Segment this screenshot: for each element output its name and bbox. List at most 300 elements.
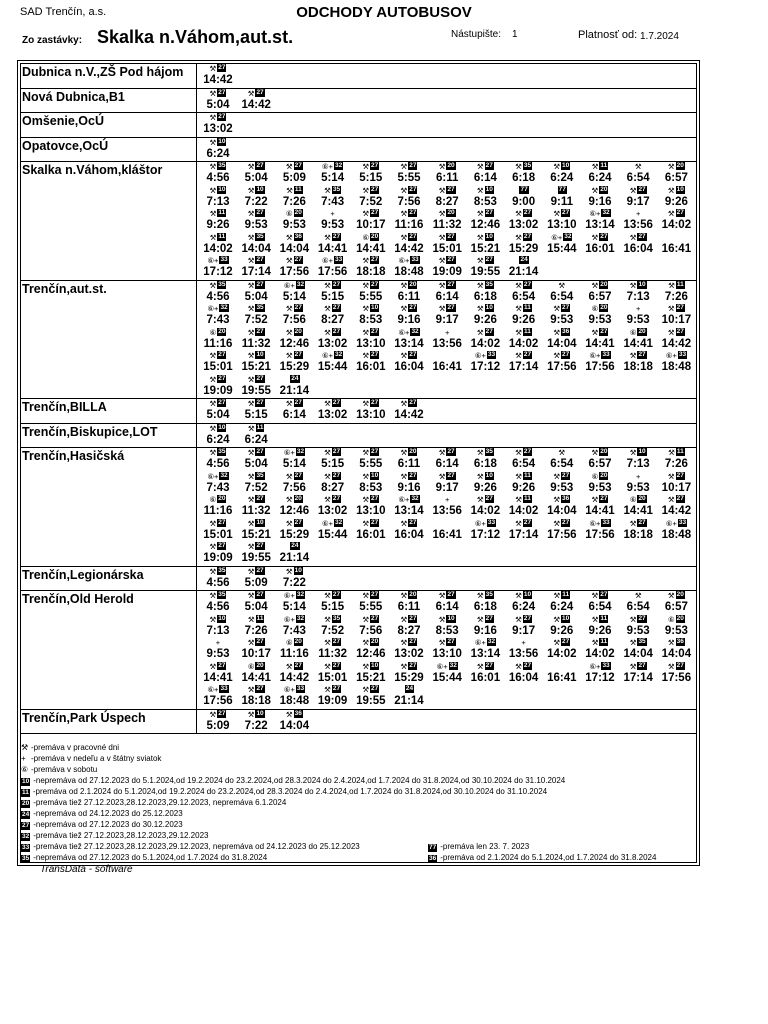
note-code: 27 <box>600 591 608 598</box>
note-code: 10 <box>218 185 226 193</box>
departure-line <box>199 615 696 639</box>
departure-time: 16:41 <box>432 528 462 541</box>
departure-time: 7:43 <box>282 624 306 637</box>
note-code: 35 <box>256 232 264 240</box>
departure-line <box>199 424 696 448</box>
legend-item <box>428 853 656 863</box>
note-code: 27 <box>371 399 379 406</box>
validity-symbol-icon: ⚒ <box>668 448 675 457</box>
note-code: 27 <box>294 399 302 406</box>
validity-symbol-icon: ⚒ <box>362 448 370 457</box>
validity-symbol-icon: ⚒ <box>324 661 331 671</box>
departure-time: 15:21 <box>356 671 386 684</box>
departure-line <box>199 89 696 113</box>
departure-time: 6:54 <box>550 290 574 303</box>
note-code: 10 <box>371 304 379 311</box>
departure-time: 6:18 <box>473 601 497 613</box>
validity-symbol-icon: ⚒ <box>324 304 331 313</box>
departure <box>654 304 698 327</box>
stop-row-name: Trenčín,Biskupice,LOT <box>21 424 197 448</box>
note-code: 27 <box>600 232 608 240</box>
validity-symbol-icon: ⚒ <box>362 495 370 504</box>
departure-time: 15:21 <box>470 242 501 255</box>
departure-time: 13:10 <box>356 409 386 421</box>
note-code: 20 <box>600 448 608 455</box>
note-code: 27 <box>523 614 532 622</box>
validity-symbol-icon: ⚒ <box>285 327 293 337</box>
validity-symbol-icon: ⚒ <box>285 661 293 671</box>
legend-text: -nepremáva od 27.12.2023 do 5.1.2024,od 19.2.2024 do 23.2.2024,od 28.3.2024 do 2.4.2024,od 1.7.2024 do 31.8.2024,od 30.10.2024 do 31.10.2024 <box>33 776 566 785</box>
note-code: 27 <box>447 638 455 645</box>
departure-time: 6:11 <box>397 458 421 470</box>
note-code: 27 <box>485 256 493 263</box>
validity-symbol-icon: ⑥ <box>209 327 217 337</box>
stop-row-name: Trenčín,BILLA <box>21 399 197 423</box>
departure-time: 5:15 <box>244 409 268 421</box>
note-code: 27 <box>218 88 226 96</box>
validity-symbol-icon: ⚒ <box>515 280 522 290</box>
validity-symbol-icon: ⚒ <box>209 448 217 457</box>
from-stop-label: Zo zastávky: <box>22 35 83 46</box>
note-code: 27 <box>371 448 379 455</box>
note-code: 33 <box>602 518 610 526</box>
departure <box>654 328 698 351</box>
departure-time: 11:16 <box>203 337 233 350</box>
note-code: 35 <box>523 162 532 169</box>
stop-name: Skalka n.Váhom,aut.st. <box>97 27 294 47</box>
departure-time: 14:04 <box>661 648 692 660</box>
validity-symbol-icon: ⚒ <box>591 185 599 195</box>
note-code: 11 <box>218 209 226 216</box>
departure <box>196 64 240 87</box>
note-code: 35 <box>218 280 226 288</box>
validity-symbol-icon: ⚒ <box>515 448 522 457</box>
validity-symbol-icon: ⚒ <box>476 327 484 337</box>
departure-time: 16:01 <box>356 361 386 373</box>
departure-time: 7:26 <box>664 290 688 303</box>
validity-symbol-icon: ⚒ <box>209 162 217 171</box>
departure-time: 14:42 <box>394 409 424 421</box>
validity-symbol-icon: ⚒ <box>515 614 522 624</box>
note-code: 35 <box>218 448 226 455</box>
validity-symbol-icon: ⚒ <box>591 232 599 242</box>
note-code: 27 <box>409 209 417 216</box>
legend-code: 27 <box>22 822 30 829</box>
validity-symbol-icon: ⚒ <box>515 591 522 600</box>
departure-notes <box>654 519 698 529</box>
departure-time: 6:14 <box>435 458 459 470</box>
stop-row-name: Omšenie,OcÚ <box>21 113 197 137</box>
departure <box>234 424 278 447</box>
validity-symbol-icon: + <box>635 471 641 481</box>
note-code: 27 <box>332 495 341 502</box>
departure-time: 16:04 <box>394 528 424 541</box>
departure-line <box>199 685 696 709</box>
note-code: 10 <box>294 566 302 574</box>
validity-symbol-icon: ⚒ <box>667 162 675 171</box>
validity-symbol-icon: ⑥+ <box>589 661 601 671</box>
validity-symbol-icon: ⑥+ <box>474 518 486 528</box>
departure-notes <box>654 591 698 601</box>
departure <box>654 186 698 209</box>
legend-item <box>21 754 161 763</box>
departures <box>199 281 696 399</box>
note-code: 32 <box>602 209 610 216</box>
validity-symbol-icon: ⚒ <box>247 88 255 98</box>
departure-time: 6:14 <box>435 601 459 613</box>
departure-time: 5:15 <box>321 458 345 470</box>
note-code: 20 <box>638 495 646 502</box>
validity-symbol-icon: ⚒ <box>362 351 370 360</box>
departure-time: 9:26 <box>588 624 612 637</box>
departure-time: 7:13 <box>626 458 650 470</box>
departure-notes <box>654 351 698 361</box>
validity-symbol-icon: ⚒ <box>438 280 446 290</box>
departure-time: 18:48 <box>661 361 692 373</box>
note-code: 20 <box>218 327 226 335</box>
note-code: 32 <box>564 232 572 240</box>
note-code: 27 <box>218 542 226 549</box>
departure-time: 17:56 <box>661 671 692 684</box>
legend-item <box>21 787 547 797</box>
legend-item <box>428 842 529 852</box>
validity-symbol-icon: ⚒ <box>515 495 523 504</box>
departure <box>196 138 240 161</box>
note-code: 27 <box>562 518 570 526</box>
validity-symbol-icon: ⚒ <box>668 280 675 290</box>
note-code: 32 <box>296 591 305 598</box>
note-code: 35 <box>332 185 341 193</box>
note-code: 27 <box>562 471 570 479</box>
stop-row-name: Trenčín,Park Úspech <box>21 710 197 734</box>
departure-time: 19:55 <box>470 266 501 278</box>
note-code: 10 <box>218 137 226 145</box>
departure-time: 18:48 <box>394 266 424 278</box>
departure <box>272 567 316 590</box>
note-code: 11 <box>524 327 531 335</box>
note-code: 10 <box>485 185 493 193</box>
validity-symbol-icon: ⑥+ <box>398 256 410 265</box>
departure-time: 13:02 <box>317 409 348 421</box>
departure-line <box>199 233 696 257</box>
note-code: 27 <box>294 304 302 311</box>
legend-text: -premáva v pracovné dni <box>31 743 120 752</box>
departure-time: 6:24 <box>512 601 536 613</box>
validity-symbol-icon: ⚒ <box>247 327 255 337</box>
stop-row <box>21 138 696 163</box>
departure-time: 9:53 <box>626 481 650 494</box>
note-code: 10 <box>447 614 455 622</box>
departure-time: 17:14 <box>241 266 271 278</box>
note-code: 27 <box>409 232 417 240</box>
validity-symbol-icon: ⚒ <box>400 518 408 528</box>
departure <box>654 162 698 185</box>
validity-symbol-icon: ⚒ <box>591 448 599 457</box>
departure-time: 17:14 <box>623 671 653 684</box>
departure-time: 6:54 <box>588 601 612 613</box>
note-code: 27 <box>409 162 417 169</box>
validity-symbol-icon: ⑥+ <box>321 351 334 360</box>
note-code: 27 <box>523 661 532 669</box>
stop-row <box>21 64 696 89</box>
note-code: 32 <box>487 638 496 645</box>
note-code: 10 <box>371 661 379 669</box>
departure-line <box>199 472 696 496</box>
stop-row <box>21 710 696 735</box>
validity-symbol-icon: ⚒ <box>553 614 561 624</box>
timetable <box>20 63 697 863</box>
validity-symbol-icon: ⚒ <box>285 399 293 408</box>
departure-time: 14:42 <box>394 242 424 255</box>
departure-time: 6:14 <box>282 409 306 421</box>
validity-symbol-icon: + <box>521 638 526 647</box>
validity-symbol-icon: ⚒ <box>476 256 484 265</box>
legend-code: 10 <box>22 778 30 785</box>
validity-symbol-icon: ⚒ <box>476 162 484 171</box>
note-code: 10 <box>562 614 570 622</box>
legend-text: -nepremáva od 27.12.2023 do 30.12.2023 <box>33 820 183 829</box>
departure-time: 5:14 <box>321 172 345 184</box>
departure-time: 15:44 <box>317 361 348 373</box>
validity-symbol-icon: ⚒ <box>324 185 331 195</box>
departure-time: 9:17 <box>512 624 536 637</box>
validity-symbol-icon: ⚒ <box>476 448 484 457</box>
footer-software: TransData - software <box>40 864 133 875</box>
note-code: 20 <box>676 614 684 622</box>
validity-symbol-icon: ⚒ <box>247 399 255 408</box>
departure-time: 5:14 <box>282 458 306 470</box>
validity-symbol-icon: ⚒ <box>476 185 484 195</box>
note-code: 27 <box>523 280 532 288</box>
validity-symbol-icon: ⑥+ <box>207 685 219 694</box>
note-code: 27 <box>409 185 417 193</box>
validity-value: 1.7.2024 <box>640 31 679 42</box>
note-code: 27 <box>371 518 379 526</box>
note-code: 27 <box>676 327 684 335</box>
validity-symbol-icon: ⚒ <box>515 518 522 528</box>
departure-time: 7:22 <box>244 195 268 208</box>
departure-time: 13:14 <box>394 337 424 350</box>
note-code: 33 <box>678 351 687 358</box>
departure-line <box>199 567 696 591</box>
departure-time: 7:52 <box>244 481 268 494</box>
departure-time: 7:56 <box>282 481 306 494</box>
departure-time: 5:14 <box>282 601 306 613</box>
validity-symbol-icon: ⚒ <box>362 304 370 313</box>
note-code: 27 <box>447 256 455 263</box>
note-code: 36 <box>562 327 570 335</box>
note-code: 27 <box>371 209 379 216</box>
departure-time: 5:15 <box>321 601 345 613</box>
note-code: 27 <box>332 280 341 288</box>
departure-time: 14:02 <box>585 648 615 660</box>
departure-notes <box>272 375 316 385</box>
note-code: 27 <box>409 518 417 526</box>
departure-time: 6:54 <box>550 458 574 470</box>
validity-symbol-icon: ⚒ <box>438 638 446 647</box>
note-code: 27 <box>371 280 379 288</box>
note-code: 20 <box>409 591 417 598</box>
note-code: 10 <box>218 423 226 431</box>
departure <box>654 638 698 661</box>
validity-symbol-icon: ⑥+ <box>207 471 219 481</box>
validity-symbol-icon: ⚒ <box>285 518 293 528</box>
departure-time: 13:10 <box>432 648 462 660</box>
legend-item <box>21 809 183 819</box>
stop-row <box>21 567 696 592</box>
validity-symbol-icon: ⚒ <box>438 162 446 171</box>
validity-symbol-icon: ⚒ <box>247 614 255 624</box>
departure <box>196 113 240 136</box>
departure-time: 9:26 <box>512 481 536 494</box>
note-code: 27 <box>332 661 341 669</box>
departure-time: 7:22 <box>282 576 306 589</box>
validity-symbol-icon: ⚒ <box>324 448 331 457</box>
validity-symbol-icon: ⚒ <box>515 661 522 671</box>
validity-symbol-icon: ⚒ <box>667 327 675 337</box>
validity-symbol-icon: ⚒ <box>553 327 561 337</box>
validity-symbol-icon: ⑥+ <box>589 209 601 218</box>
legend-code: 20 <box>22 800 30 807</box>
validity-symbol-icon: ⚒ <box>209 518 217 528</box>
stop-row-name: Opatovce,OcÚ <box>21 138 197 162</box>
note-code: 27 <box>409 304 417 311</box>
departure-time: 18:48 <box>661 528 692 541</box>
legend-text: -premáva tiež 27.12.2023,28.12.2023,29.12.2023, nepremáva 6.1.2024 <box>33 798 287 807</box>
legend-code: 32 <box>22 833 30 840</box>
departure-time: 10:17 <box>356 219 386 231</box>
validity-symbol-icon: ⚒ <box>362 685 370 694</box>
departure-time: 5:04 <box>206 409 230 421</box>
validity-symbol-icon: ⚒ <box>476 232 484 242</box>
departure-line <box>199 281 696 305</box>
stop-row-name: Trenčín,Hasičská <box>21 448 197 566</box>
departure-time: 14:02 <box>203 242 233 255</box>
departure-time: 9:26 <box>512 314 536 326</box>
departure-time: 15:29 <box>508 242 539 255</box>
departure <box>654 615 698 638</box>
note-code: 35 <box>332 614 341 622</box>
note-code: 27 <box>409 399 417 406</box>
validity-symbol-icon: ⚒ <box>400 351 408 360</box>
validity-symbol-icon: ⚒ <box>476 304 484 313</box>
validity-symbol-icon: ⚒ <box>209 566 217 576</box>
note-code: 27 <box>256 374 264 382</box>
departure <box>654 662 698 685</box>
departure-notes <box>654 662 698 672</box>
departure-time: 19:09 <box>432 266 462 278</box>
validity-symbol-icon: ⚒ <box>247 542 255 551</box>
legend-code: 35 <box>22 855 30 862</box>
departure-time: 19:55 <box>241 384 271 397</box>
note-code: 11 <box>524 304 531 311</box>
departure-line <box>199 495 696 519</box>
validity-symbol-icon: ⚒ <box>515 232 522 242</box>
departure-time: 14:42 <box>279 671 310 684</box>
departure-time: 6:11 <box>397 290 421 303</box>
validity-symbol-icon: ⚒ <box>515 304 523 313</box>
note-code: 27 <box>256 448 264 455</box>
note-code: 32 <box>335 162 343 169</box>
note-code: 20 <box>371 232 379 240</box>
validity-symbol-icon: + <box>635 304 641 313</box>
validity-symbol-icon: ⚒ <box>247 709 255 719</box>
departure-time: 13:02 <box>203 123 233 135</box>
note-code: 11 <box>600 638 608 645</box>
validity-symbol-icon: ⚒ <box>362 162 370 171</box>
departure-time: 13:14 <box>470 648 501 660</box>
validity-symbol-icon: ⑥+ <box>321 162 334 171</box>
departure-time: 13:14 <box>394 505 424 517</box>
departure <box>272 375 316 398</box>
departure-time: 5:09 <box>282 172 306 184</box>
departure-time: 7:43 <box>206 314 230 326</box>
departures <box>199 138 696 162</box>
validity-symbol-icon: ⑥+ <box>283 448 295 457</box>
validity-symbol-icon: ⚒ <box>324 685 331 694</box>
departure-time: 14:42 <box>203 74 233 86</box>
validity-symbol-icon: ⚒ <box>324 399 331 408</box>
departure <box>654 591 698 614</box>
note-code: 27 <box>638 661 646 669</box>
note-code: 27 <box>332 232 341 240</box>
validity-symbol-icon: ⑥ <box>285 209 293 218</box>
validity-symbol-icon: ⚒ <box>634 162 642 171</box>
departure-time: 8:53 <box>435 624 459 637</box>
departure-time: 11:32 <box>241 337 271 350</box>
note-code: 27 <box>294 471 302 479</box>
departure-time: 17:56 <box>203 695 233 707</box>
departure-time: 5:04 <box>244 172 268 184</box>
validity-symbol-icon: ⚒ <box>285 709 293 719</box>
note-code: 27 <box>676 304 684 311</box>
departure-time: 18:48 <box>279 695 310 707</box>
validity-symbol-icon: ⚒ <box>438 448 446 457</box>
validity-symbol-icon: ⚒ <box>667 638 675 647</box>
departure-time: 9:17 <box>435 314 459 326</box>
validity-symbol-icon: ⚒ <box>400 661 408 671</box>
departure-time: 6:14 <box>473 172 497 184</box>
validity-symbol-icon: ⚒ <box>209 209 217 218</box>
departure-time: 14:42 <box>241 98 271 111</box>
departure-time: 11:16 <box>203 505 233 517</box>
departure-time: 8:53 <box>359 314 383 326</box>
note-code: 27 <box>218 709 226 717</box>
departure-line <box>199 710 696 734</box>
validity-symbol-icon: ⚒ <box>209 591 217 600</box>
departure-time: 9:17 <box>626 195 650 208</box>
validity-symbol-icon: ⚒ <box>515 327 523 337</box>
validity-symbol-icon: ⚒ <box>591 495 599 504</box>
validity-symbol-icon: ⚒ <box>438 256 446 265</box>
departure-time: 6:24 <box>206 433 230 446</box>
departure-time: 16:04 <box>394 361 424 373</box>
validity-symbol-icon: ⚒ <box>553 591 561 600</box>
departure-time: 12:46 <box>279 337 310 350</box>
legend-item <box>21 853 267 863</box>
note-code: 27 <box>676 209 684 216</box>
departure-time: 9:53 <box>321 219 345 231</box>
validity-symbol-icon: ⚒ <box>476 209 484 218</box>
note-code: 27 <box>218 351 226 358</box>
validity-symbol-icon: ⚒ <box>629 185 637 195</box>
validity-symbol-icon: ⑥ <box>629 327 637 337</box>
departure-time: 15:01 <box>203 528 233 541</box>
departure-line <box>199 186 696 210</box>
departure-time: 7:13 <box>206 195 230 208</box>
departure-time: 6:14 <box>435 290 459 303</box>
note-code: 33 <box>602 661 610 669</box>
